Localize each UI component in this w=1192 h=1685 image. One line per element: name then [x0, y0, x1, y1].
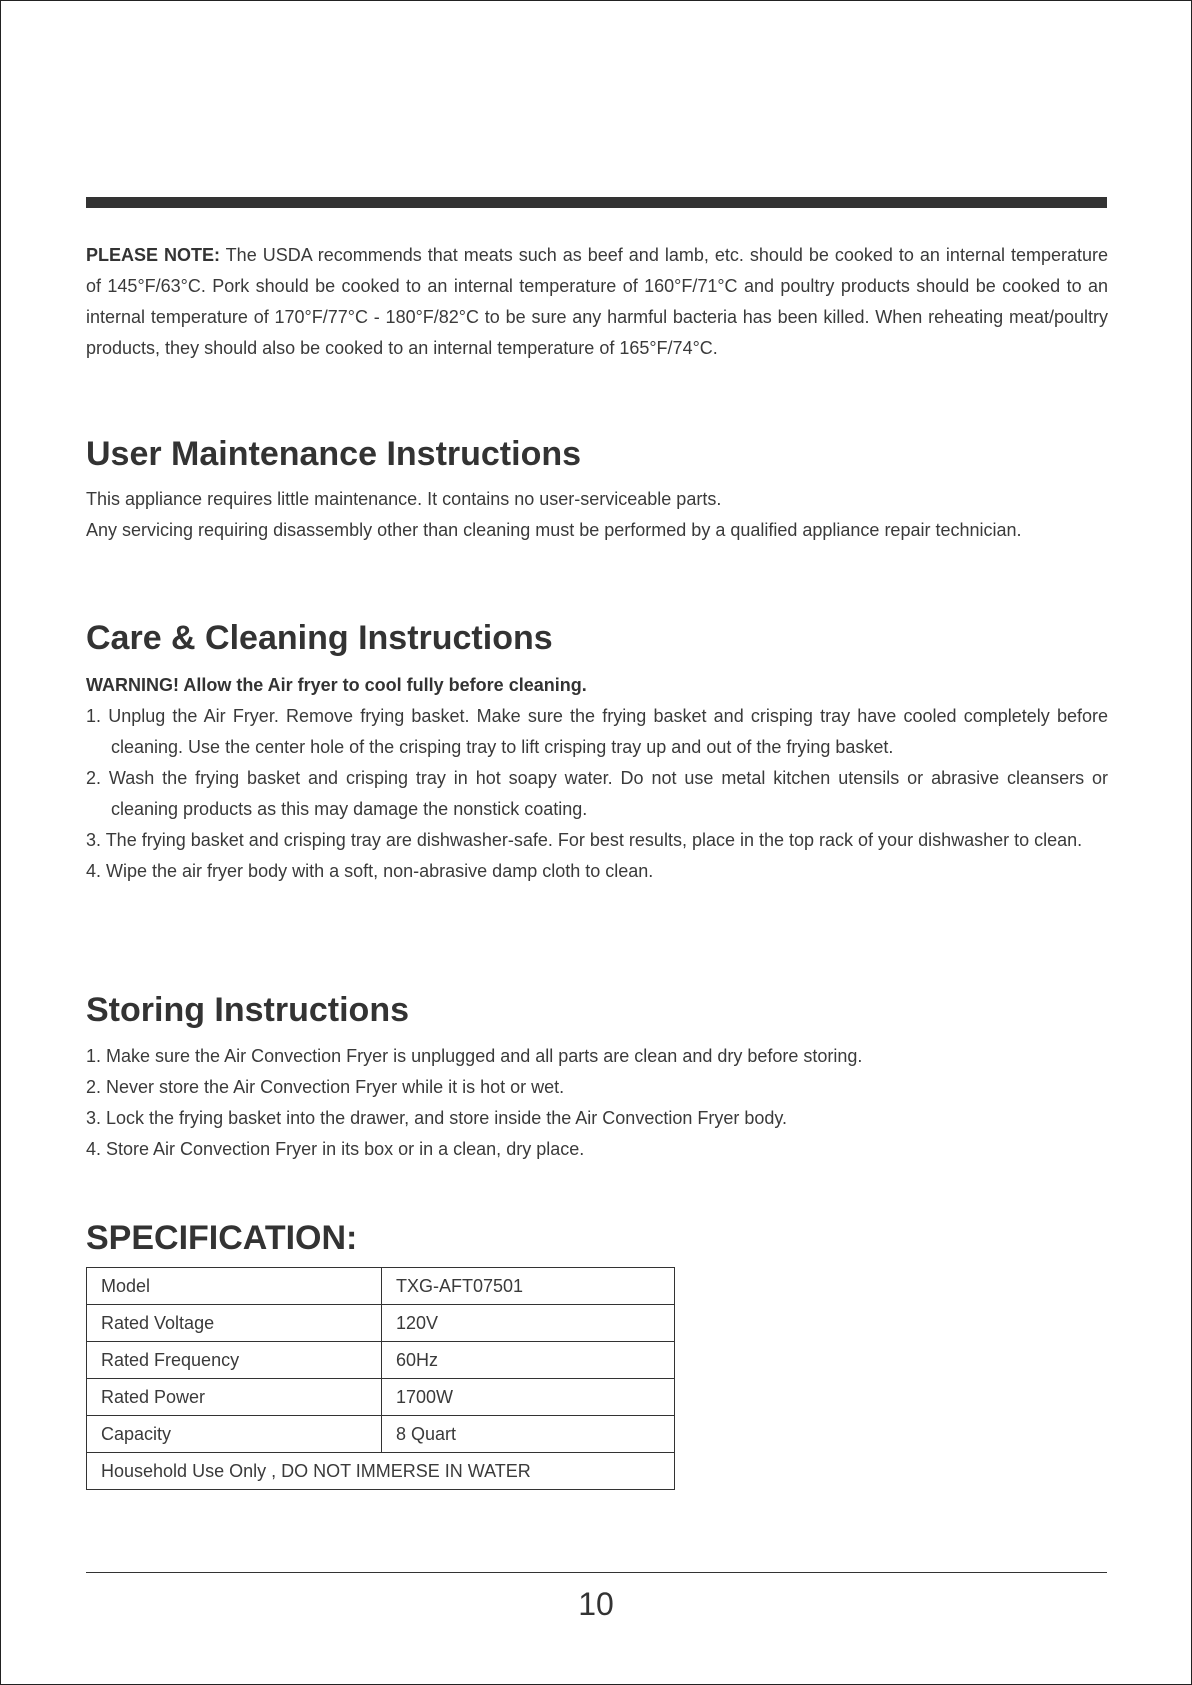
spec-label: Capacity [87, 1416, 382, 1453]
usda-note [86, 240, 1108, 364]
spec-value: TXG-AFT07501 [382, 1268, 675, 1305]
storing-step: 1. Make sure the Air Convection Fryer is unplugged and all parts are clean and dry before storing. [86, 1046, 863, 1066]
storing-section [86, 990, 1108, 1030]
footer-rule [86, 1572, 1107, 1573]
page-number: 10 [578, 1586, 614, 1622]
maintenance-line: This appliance requires little maintenance. It contains no user-serviceable parts. [86, 489, 722, 509]
specification-table [86, 1267, 675, 1490]
storing-step: 2. Never store the Air Convection Fryer while it is hot or wet. [86, 1077, 565, 1097]
usda-note-paragraph [86, 240, 1108, 364]
maintenance-body [86, 484, 1108, 546]
table-row [87, 1342, 675, 1379]
spec-label: Model [87, 1268, 382, 1305]
note-label: PLEASE NOTE: [86, 245, 221, 265]
spec-label: Rated Power [87, 1379, 382, 1416]
table-row [87, 1416, 675, 1453]
spec-value: 60Hz [382, 1342, 675, 1379]
header-bar [86, 197, 1107, 208]
specification-section [86, 1218, 1108, 1258]
storing-body [86, 1041, 1108, 1165]
table-row [87, 1453, 675, 1490]
spec-value: 1700W [382, 1379, 675, 1416]
spec-label: Rated Frequency [87, 1342, 382, 1379]
spec-value: 120V [382, 1305, 675, 1342]
table-row [87, 1305, 675, 1342]
spec-value: 8 Quart [382, 1416, 675, 1453]
cleaning-heading: Care & Cleaning Instructions [86, 619, 553, 657]
maintenance-heading: User Maintenance Instructions [86, 435, 582, 473]
cleaning-step: 4. Wipe the air fryer body with a soft, non-abrasive damp cloth to clean. [86, 861, 654, 881]
spec-footer: Household Use Only , DO NOT IMMERSE IN WATER [87, 1453, 675, 1490]
cleaning-steps [86, 701, 1108, 887]
storing-heading: Storing Instructions [86, 991, 409, 1029]
specification-heading: SPECIFICATION: [86, 1219, 358, 1257]
cleaning-warning: WARNING! Allow the Air fryer to cool fully before cleaning. [86, 675, 587, 695]
cleaning-step: 1. Unplug the Air Fryer. Remove frying basket. Make sure the frying basket and crisping tray have cooled completely before cleaning. Use the center hole of the crisping tray to lift crisping tray up and out of the frying basket. [86, 706, 1108, 757]
cleaning-body [86, 670, 1108, 887]
spec-label: Rated Voltage [87, 1305, 382, 1342]
maintenance-line: Any servicing requiring disassembly other than cleaning must be performed by a qualified appliance repair technician. [86, 520, 1022, 540]
cleaning-section [86, 618, 1108, 658]
cleaning-step: 3. The frying basket and crisping tray are dishwasher-safe. For best results, place in the top rack of your dishwasher to clean. [86, 830, 1083, 850]
maintenance-section [86, 434, 1108, 474]
storing-steps [86, 1041, 1108, 1165]
storing-step: 4. Store Air Convection Fryer in its box or in a clean, dry place. [86, 1139, 585, 1159]
table-row [87, 1379, 675, 1416]
table-row [87, 1268, 675, 1305]
cleaning-step: 2. Wash the frying basket and crisping tray in hot soapy water. Do not use metal kitchen utensils or abrasive cleansers or cleaning products as this may damage the nonstick coating. [86, 768, 1108, 819]
note-text: The USDA recommends that meats such as beef and lamb, etc. should be cooked to an internal temperature of 145°F/63°C. Pork should be cooked to an internal temperature of 160°F/71°C and poultry products should be cooked to an internal temperature of 170°F/77°C - 180°F/82°C to be sure any harmful bacteria has been killed. When reheating meat/poultry products, they should also be cooked to an internal temperature of 165°F/74°C. [86, 245, 1109, 358]
storing-step: 3. Lock the frying basket into the drawer, and store inside the Air Convection Fryer body. [86, 1108, 788, 1128]
